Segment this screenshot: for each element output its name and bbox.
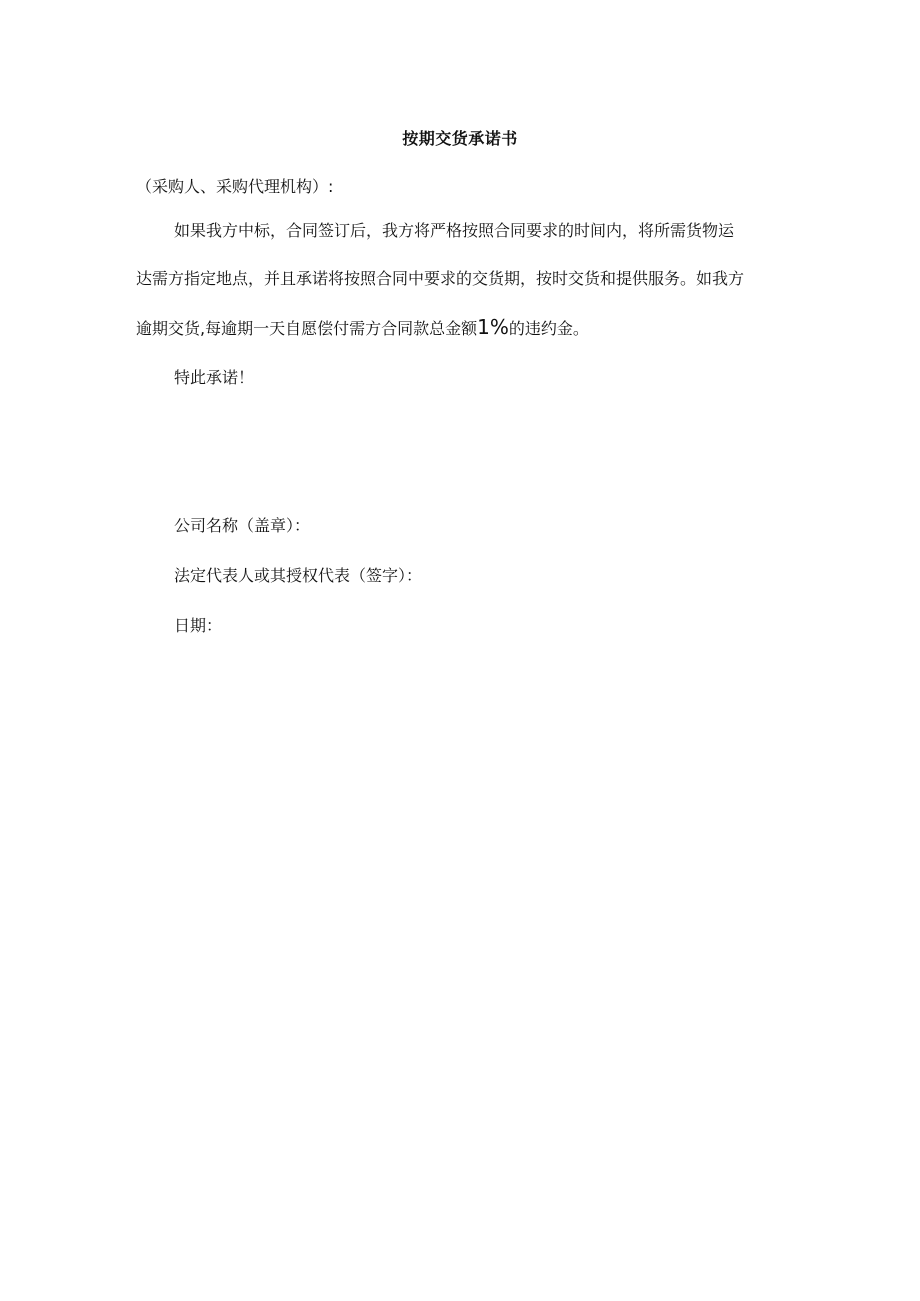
body-line-3-text: 逾期交货,每逾期一天自愿偿付需方合同款总金额 (136, 319, 478, 338)
penalty-percent: 1% (477, 315, 509, 339)
body-paragraph-line-1: 如果我方中标，合同签订后，我方将严格按照合同要求的时间内，将所需货物运 (174, 221, 735, 240)
body-paragraph-line-3 (136, 315, 589, 341)
closing-statement: 特此承诺！ (174, 368, 255, 387)
representative-signature-label: 法定代表人或其授权代表（签字）： (174, 566, 423, 585)
body-paragraph-line-2: 达需方指定地点，并且承诺将按照合同中要求的交货期，按时交货和提供服务。如我方 (136, 269, 745, 288)
body-line-3-ending: 的违约金。 (508, 319, 589, 338)
date-label: 日期： (174, 616, 223, 635)
company-name-label: 公司名称（盖章）： (174, 516, 311, 535)
addressee-line: （采购人、采购代理机构）: (136, 177, 334, 196)
document-title: 按期交货承诺书 (402, 129, 518, 148)
